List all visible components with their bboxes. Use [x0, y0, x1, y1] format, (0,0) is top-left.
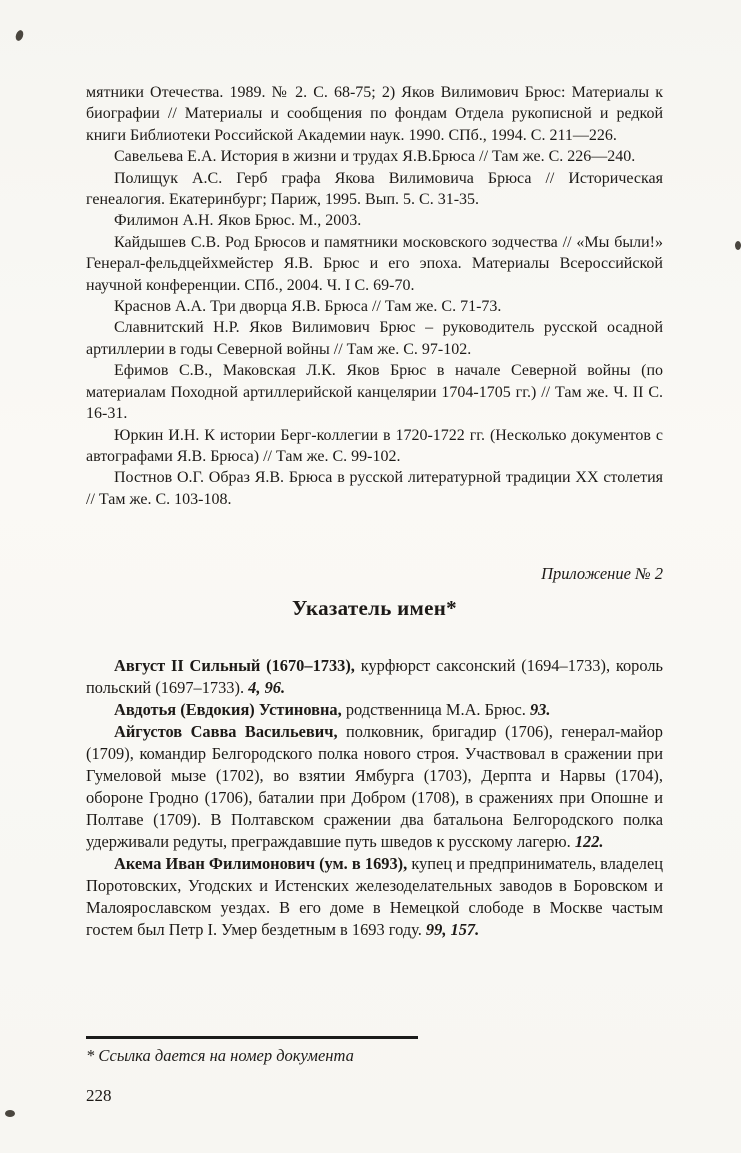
index-entry — [86, 721, 663, 853]
entry-name: Акема Иван Филимонович (ум. в 1693), — [114, 854, 408, 874]
index-entries-section — [86, 655, 663, 941]
footnote-text: * Ссылка дается на номер документа — [86, 1046, 354, 1065]
bibliography-paragraph: Кайдышев С.В. Род Брюсов и памятники московского зодчества // «Мы были!» Генерал-фельдцейхмейстер Я.В. Брюс и его эпоха. Материалы Всероссийской научной конференции. СПб., 2004. Ч. I С. 69-70. — [86, 233, 663, 294]
bibliography-paragraph: Полищук А.С. Герб графа Якова Вилимовича Брюса // Историческая генеалогия. Екатеринбург; Париж, 1995. Вып. 5. С. 31-35. — [86, 169, 663, 209]
entry-body: купец и предприниматель, владелец Поротовских, Угодских и Истенских железоделательных заводов в Боровском и Малоярославском уездах. В его доме в Немецкой слободе в Москве частым гостем был Петр I. Умер бездетным в 1693 году. — [86, 854, 663, 940]
bibliography-paragraph: Филимон А.Н. Яков Брюс. М., 2003. — [114, 212, 362, 230]
appendix-label: Приложение № 2 — [541, 564, 663, 584]
index-entry — [86, 853, 663, 941]
entry-pages: 99, 157. — [425, 920, 480, 940]
scan-artifact — [5, 1110, 15, 1117]
entry-name: Август II Сильный (1670–1733), — [114, 656, 355, 676]
bibliography-section — [86, 82, 663, 510]
page-number: 228 — [86, 1086, 112, 1105]
bibliography-paragraph: Постнов О.Г. Образ Я.В. Брюса в русской литературной традиции XX столетия // Там же. С. 103-108. — [86, 469, 663, 508]
entry-pages: 4, 96. — [248, 678, 286, 698]
bibliography-paragraph: Славнитский Н.Р. Яков Вилимович Брюс – руководитель русской осадной артиллерии в годы Северной войны // Там же. С. 97-102. — [86, 319, 663, 358]
entry-body: полковник, бригадир (1706), генерал-майор (1709), командир Белгородского полка нового строя. Участвовал в сражении при Гумеловой мызе (1702), во взятии Ямбурга (1703), Дерпта и Нарвы (1704), обороне Гродно (1706), баталии при Добром (1708), в сражениях при Опошне и Полтаве (1709). В Полтавском сражении два батальона Белгородского полка удерживали редуты, преграждавшие путь шведов к русскому лагерю. — [86, 722, 663, 852]
entry-body: курфюрст саксонский (1694–1733), король польский (1697–1733). — [86, 656, 663, 698]
entry-pages: 93. — [529, 700, 551, 720]
page-title: Указатель имен* — [292, 596, 457, 621]
footnote-rule — [86, 1036, 418, 1039]
entry-name: Айгустов Савва Васильевич, — [114, 722, 338, 742]
footnote-block — [86, 1036, 666, 1066]
entry-name: Авдотья (Евдокия) Устиновна, — [114, 700, 342, 720]
entry-body: родственница М.А. Брюс. — [345, 700, 526, 720]
index-entry — [86, 655, 663, 699]
bibliography-paragraph: Ефимов С.В., Маковская Л.К. Яков Брюс в начале Северной войны (по материалам Походной артиллерийской канцелярии 1704-1705 гг.) // Там же. Ч. II С. 16-31. — [86, 362, 663, 423]
bibliography-paragraph: Юркин И.Н. К истории Берг-коллегии в 1720-1722 гг. (Несколько документов с автографами Я.В. Брюса) // Там же. С. 99-102. — [86, 426, 663, 465]
scan-artifact — [735, 241, 741, 250]
bibliography-paragraph: Краснов А.А. Три дворца Я.В. Брюса // Там же. С. 71-73. — [114, 298, 502, 316]
entry-pages: 122. — [574, 832, 604, 852]
bibliography-paragraph: Савельева Е.А. История в жизни и трудах Я.В.Брюса // Там же. С. 226—240. — [114, 148, 636, 166]
bibliography-paragraph: мятники Отечества. 1989. № 2. С. 68-75; 2) Яков Вилимович Брюс: Материалы к биографии // Материалы и сообщения по фондам Отдела рукописной и редкой книги Библиотеки Российской Академии наук. 1990. СПб., 1994. С. 211—226. — [86, 84, 663, 144]
index-entry — [86, 699, 663, 721]
